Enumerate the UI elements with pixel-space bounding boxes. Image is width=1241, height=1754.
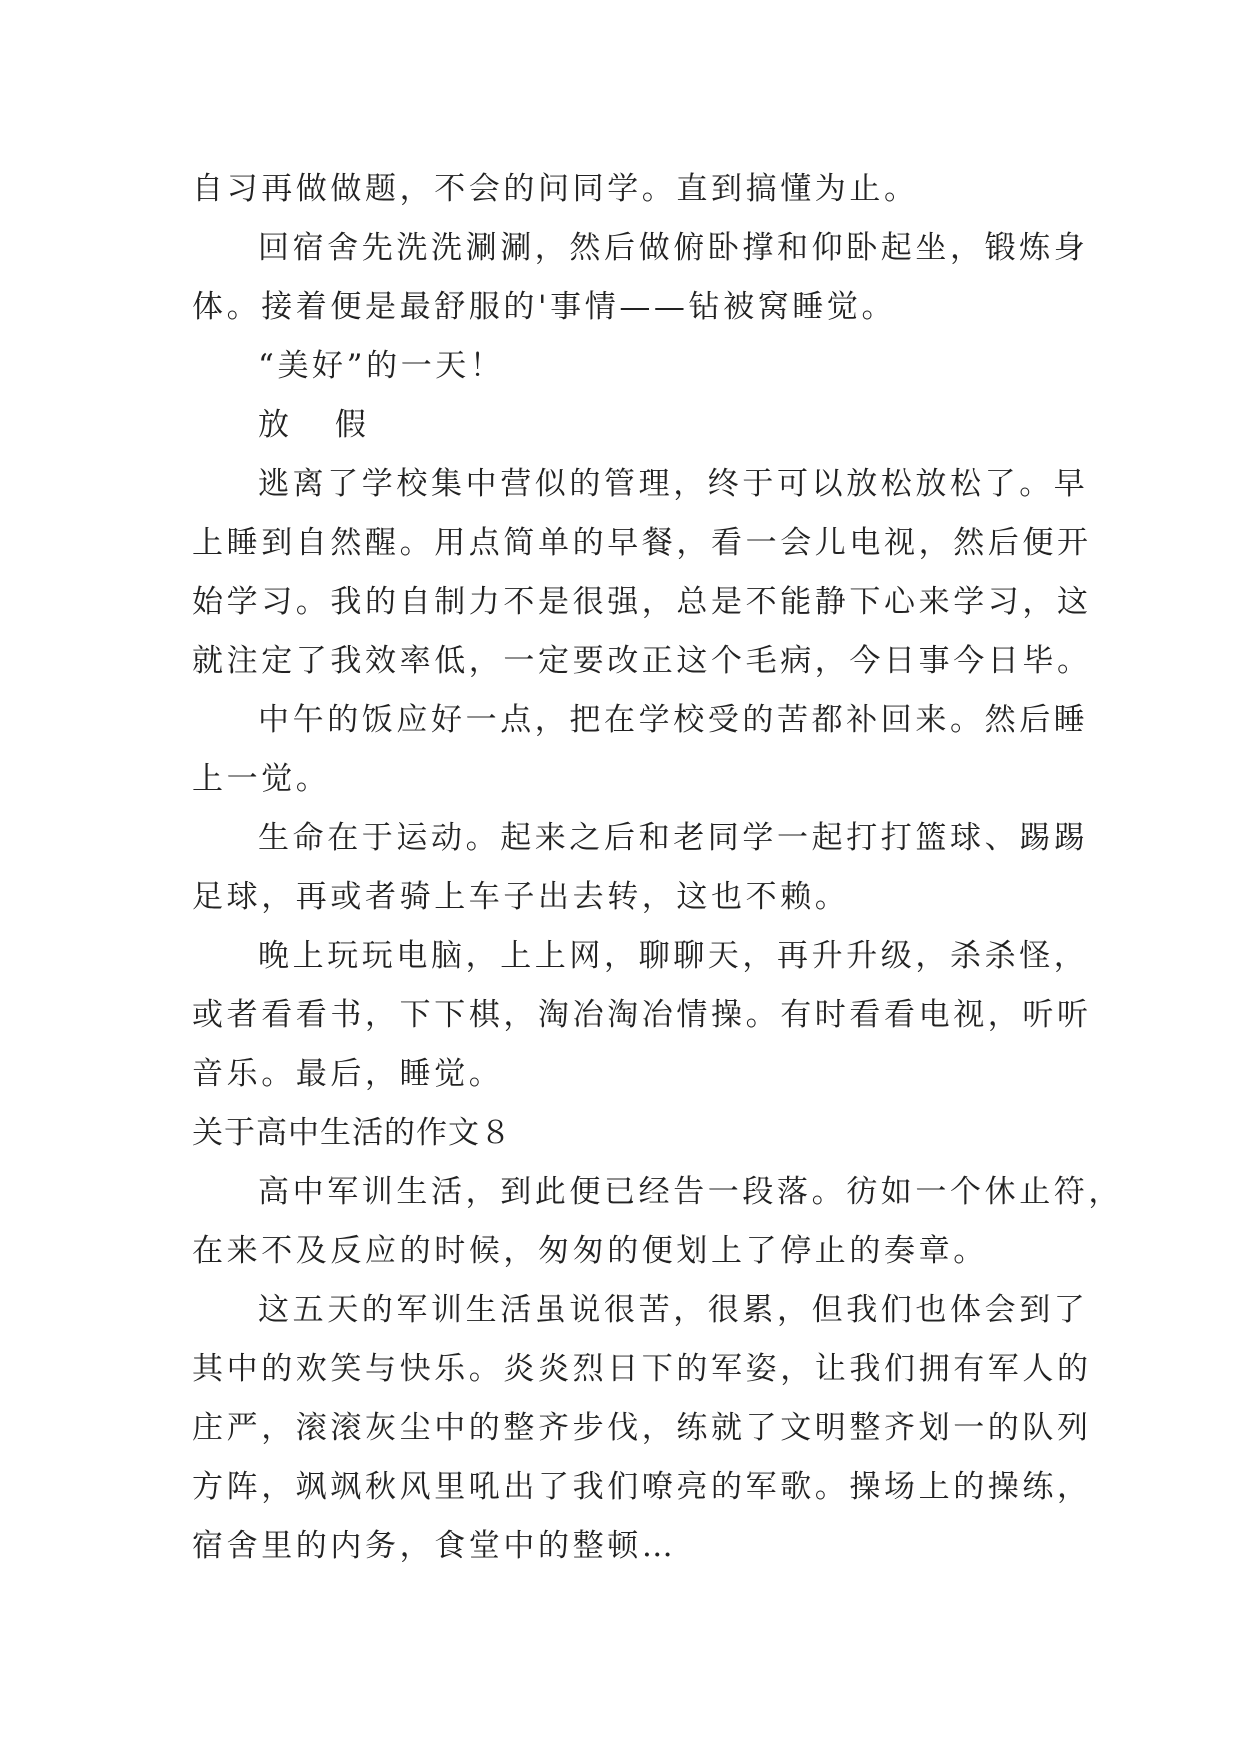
text-line: 音乐。最后，睡觉。: [192, 1056, 504, 1092]
paragraph-start-line: 回宿舍先洗洗涮涮，然后做俯卧撑和仰卧起坐，锻炼身: [258, 230, 1089, 266]
text-line: 方阵，飒飒秋风里吼出了我们嘹亮的军歌。操场上的操练，: [192, 1469, 1092, 1505]
text-line: 其中的欢笑与快乐。炎炎烈日下的军姿，让我们拥有军人的: [192, 1351, 1092, 1387]
paragraph-start-line: 晚上玩玩电脑，上上网，聊聊天，再升升级，杀杀怪，: [258, 938, 1089, 974]
paragraph-start-line: 生命在于运动。起来之后和老同学一起打打篮球、踢踢: [258, 820, 1089, 856]
paragraph-start-line: 高中军训生活，到此便已经告一段落。彷如一个休止符，: [258, 1174, 1123, 1210]
paragraph-start-line: 中午的饭应好一点，把在学校受的苦都补回来。然后睡: [258, 702, 1089, 738]
text-line: 自习再做做题，不会的问同学。直到搞懂为止。: [192, 171, 919, 207]
text-line: 在来不及反应的时候，匆匆的便划上了停止的奏章。: [192, 1233, 988, 1269]
text-line: 始学习。我的自制力不是很强，总是不能静下心来学习，这: [192, 584, 1092, 620]
text-line: 就注定了我效率低，一定要改正这个毛病，今日事今日毕。: [192, 643, 1092, 679]
paragraph-start-line: 这五天的军训生活虽说很苦，很累，但我们也体会到了: [258, 1292, 1089, 1328]
text-line: 足球，再或者骑上车子出去转，这也不赖。: [192, 879, 850, 915]
text-line: 庄严，滚滚灰尘中的整齐步伐，练就了文明整齐划一的队列: [192, 1410, 1092, 1446]
text-line: 宿舍里的内务，食堂中的整顿…: [192, 1528, 677, 1564]
text-line: 上睡到自然醒。用点简单的早餐，看一会儿电视，然后便开: [192, 525, 1092, 561]
text-line: 体。接着便是最舒服的'事情——钻被窝睡觉。: [192, 289, 897, 325]
document-body: [192, 160, 1123, 1576]
paragraph-start-line: “美好”的一天！: [258, 348, 505, 384]
section-subheading: 放 假: [258, 407, 384, 443]
paragraph-start-line: 逃离了学校集中营似的管理，终于可以放松放松了。早: [258, 466, 1089, 502]
essay-heading: 关于高中生活的作文８: [192, 1115, 512, 1151]
text-line: 上一觉。: [192, 761, 331, 797]
text-line: 或者看看书，下下棋，淘冶淘冶情操。有时看看电视，听听: [192, 997, 1092, 1033]
